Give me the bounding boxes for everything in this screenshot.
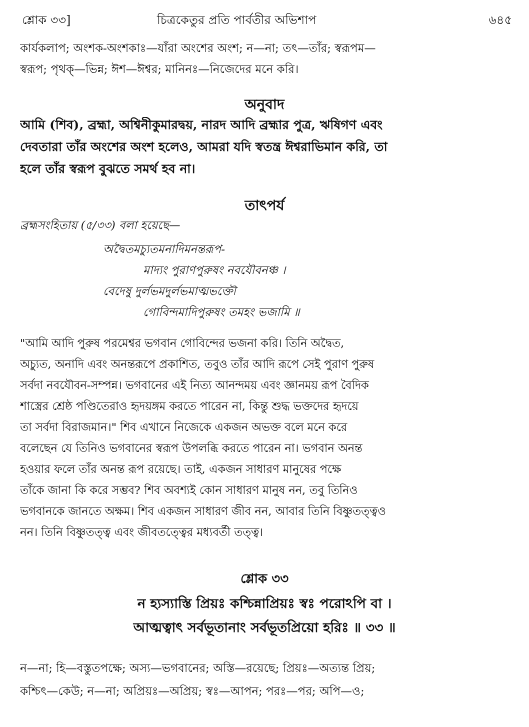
purport-heading: তাৎপর্য: [244, 198, 285, 214]
gloss-line: ন—না; হি—বস্তুতপক্ষে; অস্য—ভগবানের; অস্তি—রয়েছে; প্রিয়ঃ—অত্যন্ত প্রিয়;: [20, 661, 376, 675]
gloss-line: কার্যকলাপ; অংশক-অংশকাঃ—যাঁরা অংশের অংশ; ন—না; তৎ—তাঁর; স্বরূপম—: [20, 41, 376, 55]
gloss-line: কশ্চিৎ—কেউ; ন—না; অপ্রিয়ঃ—অপ্রিয়; স্বঃ—আপন; পরঃ—পর; অপি—ও;: [20, 684, 365, 698]
header-chapter-title: চিত্রকেতুর প্রতি পার্বতীর অভিশাপ: [157, 13, 317, 27]
translation-line: হলে তাঁর স্বরূপ বুঝতে সমর্থ হব না।: [20, 161, 196, 176]
quoted-verse-line: গোবিন্দমাদিপুরুষং তমহং ভজামি ॥: [143, 305, 300, 319]
purport-paragraph-line: হওয়ার ফলে তাঁর অনন্ত রূপ রয়েছে। তাই, একজন সাধারণ মানুষের পক্ষে: [20, 463, 342, 476]
verse-number-heading: শ্লোক ৩৩: [240, 572, 289, 587]
quoted-verse-line: মাদ্যং পুরাণপুরুষং নবযৌবনঞ্চ ।: [143, 263, 286, 277]
translation-line: আমি (শিব), ব্রহ্মা, অশ্বিনীকুমারদ্বয়, নারদ আদি ব্রহ্মার পুত্র, ঋষিগণ এবং: [20, 117, 383, 132]
quoted-verse-line: অদ্বৈতমচ্যুতমনাদিমনন্তরূপ-: [103, 242, 225, 256]
purport-paragraph-line: বলেছেন যে তিনিও ভগবানের স্বরূপ উপলব্ধি করতে পারেন না। ভগবান অনন্ত: [20, 442, 363, 455]
translation-line: দেবতারা তাঁর অংশের অংশ হলেও, আমরা যদি স্বতন্ত্র ঈশ্বরাভিমান করি, তা: [20, 139, 388, 154]
purport-intro: ব্রহ্মসংহিতায় (৫/৩৩) বলা হয়েছে—: [20, 219, 181, 232]
translation-heading: অনুবাদ: [244, 97, 285, 113]
header-verse-ref: শ্লোক ৩৩]: [22, 13, 71, 27]
purport-paragraph-line: তা সর্বদা বিরাজমান।" শিব এখানে নিজেকে একজন অভক্ত বলে মনে করে: [20, 421, 348, 434]
quoted-verse-line: বেদেষু দুর্লভমদুর্লভমাত্মভক্তৌ: [103, 284, 236, 298]
purport-paragraph-line: নন। তিনি বিষ্ণুতত্ত্ব এবং জীবতত্ত্বের মধ্যবর্তী তত্ত্ব।: [20, 526, 264, 539]
purport-paragraph-line: "আমি আদি পুরুষ পরমেশ্বর ভগবান গোবিন্দের ভজনা করি। তিনি অদ্বৈত,: [20, 337, 345, 350]
purport-paragraph-line: ভগবানকে জানতে অক্ষম। শিব একজন সাধারণ জীব নন, আবার তিনি বিষ্ণুতত্ত্বও: [20, 505, 386, 518]
gloss-line: স্বরূপ; পৃথক্—ভিন্ন; ঈশ—ঈশ্বর; মানিনঃ—নিজেদের মনে করি।: [20, 62, 299, 76]
sanskrit-verse-line: ন হ্যস্যাস্তি প্রিয়ঃ কশ্চিন্নাপ্রিয়ঃ স্বঃ পরোঽপি বা ।: [137, 596, 392, 612]
purport-paragraph-line: তাঁকে জানা কি করে সম্ভব? শিব অবশ্যই কোন সাধারণ মানুষ নন, তবু তিনিও: [20, 484, 358, 497]
purport-paragraph-line: অচ্যুত, অনাদি এবং অনন্তরূপে প্রকাশিত, তবুও তাঁর আদি রূপে সেই পুরাণ পুরুষ: [20, 358, 375, 371]
purport-paragraph-line: শাস্ত্রের শ্রেষ্ঠ পণ্ডিতেরাও হৃদয়ঙ্গম করতে পারেন না, কিন্তু শুদ্ধ ভক্তদের হৃদয়ে: [20, 400, 359, 413]
purport-paragraph-line: সর্বদা নবযৌবন-সম্পন্ন। ভগবানের এই নিত্য আনন্দময় এবং জ্ঞানময় রূপ বৈদিক: [20, 379, 369, 392]
sanskrit-verse-line: আত্মত্বাৎ সর্বভূতানাং সর্বভূতপ্রিয়ো হরিঃ ॥ ৩৩ ॥: [133, 620, 396, 636]
header-page-number: ৬৪৫: [488, 13, 512, 27]
page-header: [22, 12, 512, 34]
